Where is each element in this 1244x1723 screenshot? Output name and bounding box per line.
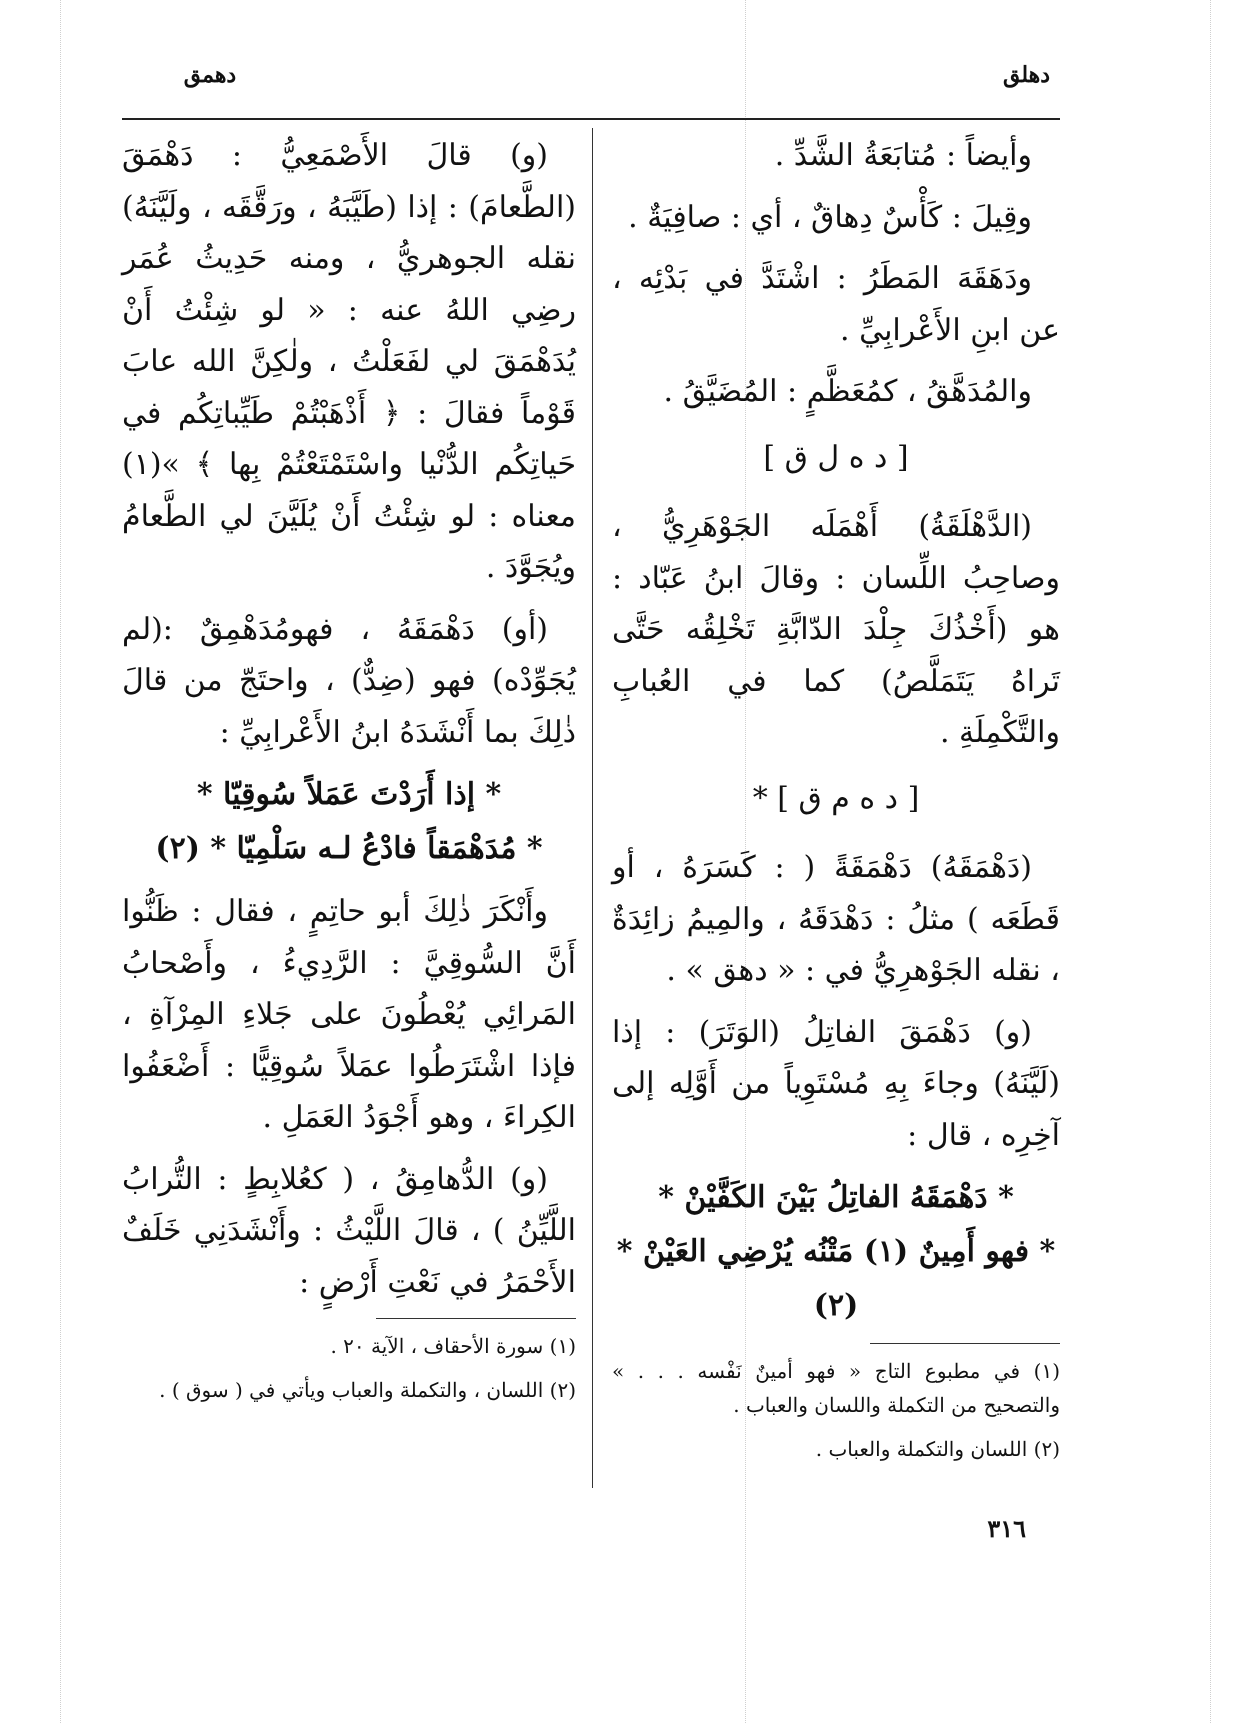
paragraph: (و) الدُّهامِقُ ، ( كعُلابِطٍ : التُّرابُ اللَّيِّنُ ) ، قالَ اللَّيْثُ : وأَنْشَدَنِي خَلَفٌ الأَحْمَرُ في نَعْتِ أَرْضٍ : <box>122 1161 576 1300</box>
verse-line: * فهو أَمِينٌ (١) مَتْنُه يُرْضِي العَيْنْ * (٢) <box>616 1234 1056 1323</box>
paragraph: وأَنْكَرَ ذٰلِكَ أبو حاتِمٍ ، فقال : ظَنُّوا أَنَّ السُّوقِيَّ : الرَّدِيءُ ، وأَصْحابُ المَرائِي يُعْطُونَ على جَلاءِ المِرْآةِ ، فإذا اشْتَرَطُوا عمَلاً سُوقِيًّا : أَضْعَفُوا الكِراءَ ، وهو أَجْوَدُ العَمَلِ . <box>122 894 576 1135</box>
scan-dots <box>1210 0 1211 1723</box>
scan-dots <box>60 0 61 1723</box>
paragraph: (الدَّهْلَقَةُ) أَهْمَلَه الجَوْهَرِيُّ ، وصاحِبُ اللِّسان : وقالَ ابنُ عَبّاد : هو (أَخْذُكَ جِلْدَ الدّابَّةِ تَخْلِقُه حَتَّى تَراهُ يَتَمَلَّصُ) كما في العُبابِ والتَّكْمِلَةِ . <box>612 509 1060 750</box>
footnote: (٢) اللسان والتكملة والعباب . <box>815 1437 1060 1461</box>
footnote-rule <box>376 1318 576 1319</box>
left-column <box>122 130 576 1417</box>
running-header-right: دهلق <box>1002 62 1050 88</box>
paragraph: وقِيلَ : كَأْسٌ دِهاقٌ ، أي : صافِيَةٌ . <box>628 199 1032 235</box>
running-header-left: دهمق <box>183 62 237 88</box>
verse <box>122 768 576 876</box>
entry-heading: [ د ه م ق ] * <box>752 780 920 816</box>
column-divider <box>592 128 593 1488</box>
verse-line: * مُدَهْمَقاً فادْعُ لـه سَلْمِيّا * (٢) <box>155 831 543 866</box>
paragraph: وأيضاً : مُتابَعَةُ الشَّدِّ . <box>774 138 1032 173</box>
right-column <box>612 130 1060 1476</box>
paragraph: (أو) دَهْمَقَهُ ، فهومُدَهْمِقٌ :(لم يُجَوِّدْه) فهو (ضِدٌّ) ، واحتَجّ من قالَ ذٰلِكَ بما أَنْشَدَهُ ابنُ الأَعْرابِيِّ : <box>122 611 576 750</box>
paragraph: (دَهْمَقَهُ) دَهْمَقَةً ( : كَسَرَهُ ، أو قَطَعَه ) مثلُ : دَهْدَقَهُ ، والمِيمُ زائِدَةٌ ، نقله الجَوْهرِيُّ في : « دهق » . <box>612 850 1060 988</box>
footnote: (١) سورة الأحقاف ، الآية ٢٠ . <box>330 1334 576 1358</box>
paragraph: والمُدَهَّقُ ، كمُعَظَّمٍ : المُضَيَّقُ . <box>663 374 1032 409</box>
paragraph: ودَهَقَهَ المَطَرُ : اشْتَدَّ في بَدْئِه ، عن ابنِ الأَعْرابِيِّ . <box>612 261 1060 348</box>
verse-line: * إذا أَرَدْتَ عَمَلاً سُوقِيّا * <box>196 777 502 812</box>
page-number: ٣١٦ <box>987 1514 1026 1543</box>
verse-line: * دَهْمَقَهُ الفاتِلُ بَيْنَ الكَفَّيْنْ * <box>658 1180 1014 1215</box>
verse <box>612 1171 1060 1333</box>
footnote-rule <box>870 1343 1060 1344</box>
header-rule <box>122 118 1060 120</box>
paragraph: (و) قالَ الأَصْمَعِيُّ : دَهْمَقَ (الطَّعامَ) : إذا (طَيَّبَهُ ، ورَقَّقَه ، ولَيَّنَهُ) نقله الجوهريُّ ، ومنه حَدِيثُ عُمَر رضِي اللهُ عنه : « لو شِئْتُ أَنْ يُدَهْمَقَ لي لفَعَلْتُ ، ولٰكِنَّ الله عابَ قَوْماً فقالَ : ﴿ أَذْهَبْتُمْ طَيِّباتِكُم في حَياتِكُم الدُّنْيا واسْتَمْتَعْتُمْ بِها ﴾ »(١) معناه : لو شِئْتُ أَنْ يُلَيَّنَ لي الطَّعامُ ويُجَوَّدَ . <box>122 138 576 585</box>
paragraph: (و) دَهْمَقَ الفاتِلُ (الوَتَرَ) : إذا (لَيَّنَهُ) وجاءَ بِهِ مُسْتَوِياً من أَوَّلِه إلى آخِرِه ، قال : <box>612 1014 1060 1153</box>
footnote: (١) في مطبوع التاج « فهو أمينٌ نَفْسه . . . » والتصحيح من التكملة واللسان والعباب . <box>612 1359 1060 1417</box>
footnote: (٢) اللسان ، والتكملة والعباب ويأتي في ( سوق ) . <box>159 1378 576 1402</box>
entry-heading: [ د ه ل ق ] <box>763 439 909 475</box>
